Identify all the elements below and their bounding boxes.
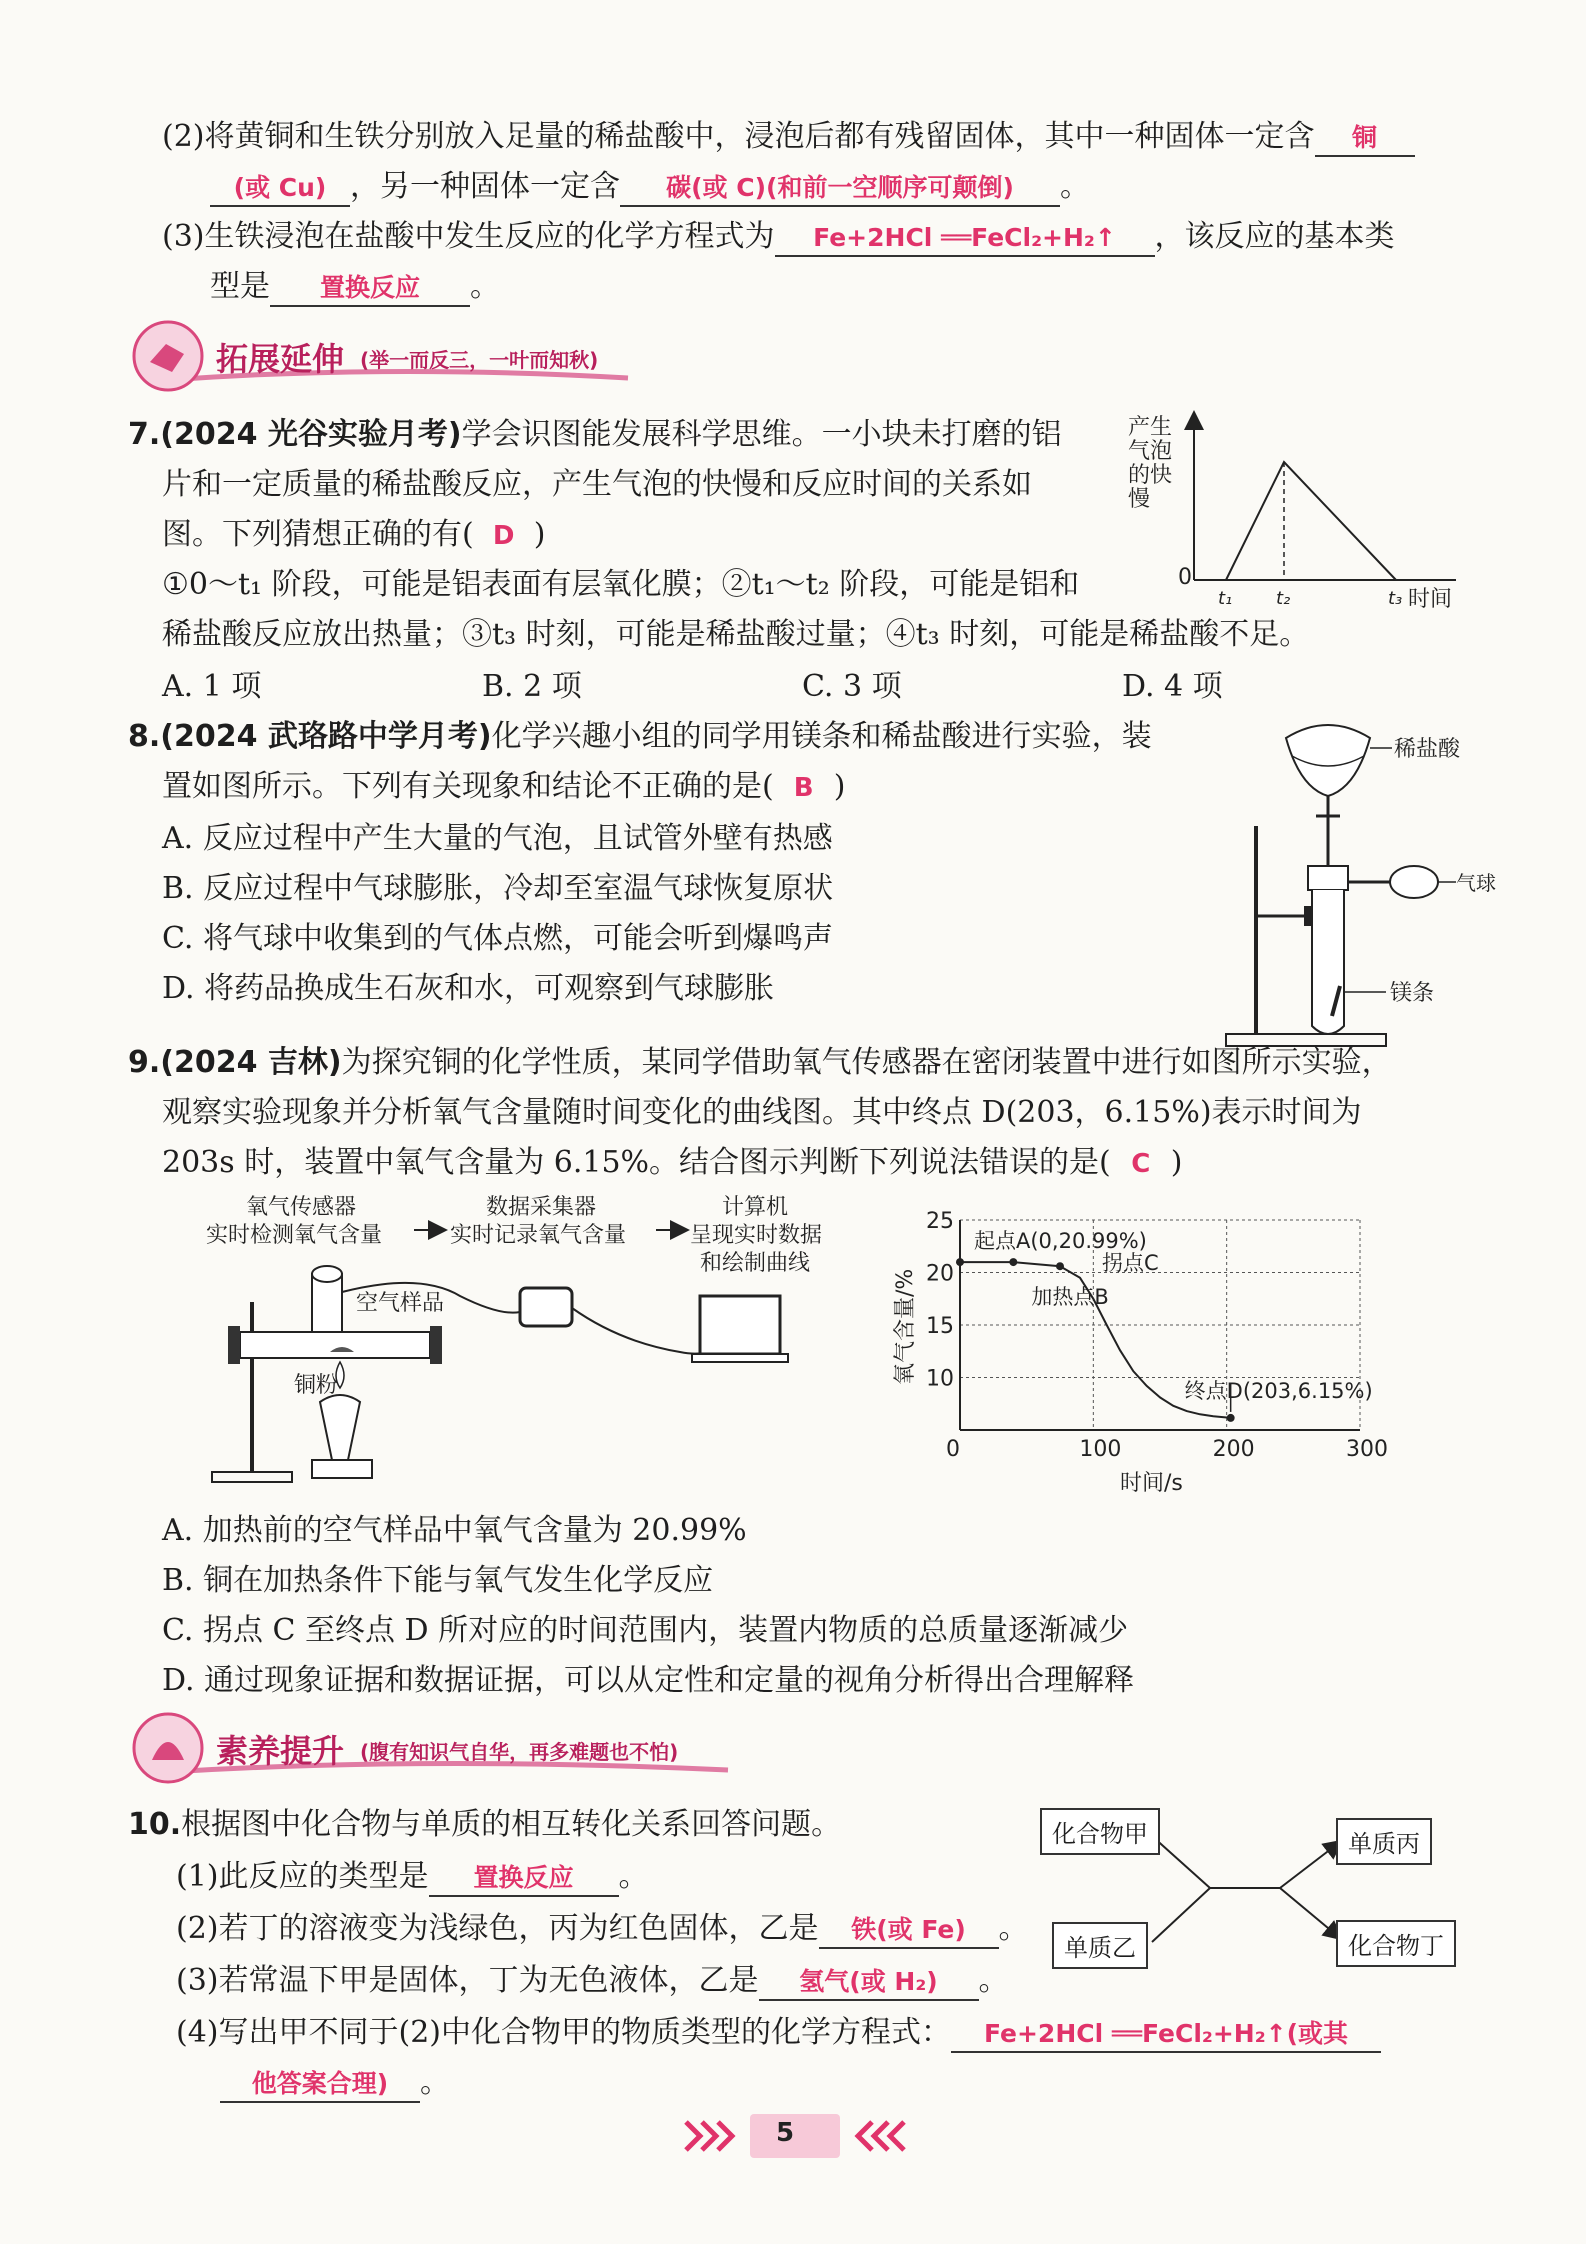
- graph-ylabel-4: 慢: [1128, 487, 1151, 512]
- q9-oxygen-chart: [870, 1188, 1430, 1498]
- question-number: 9.: [128, 1045, 161, 1080]
- q9-option-b: B. 铜在加热条件下能与氧气发生化学反应: [162, 1563, 714, 1598]
- q9-answer: C: [1131, 1149, 1151, 1179]
- question-source: (2024 吉林): [160, 1045, 342, 1080]
- q8-option-c: C. 将气球中收集到的气体点燃，可能会听到爆鸣声: [162, 921, 833, 956]
- q8-option-a: A. 反应过程中产生大量的气泡，且试管外壁有热感: [162, 821, 833, 856]
- x-tick-label: 300: [1346, 1437, 1388, 1462]
- flow-step3-title: 计算机: [722, 1195, 789, 1220]
- q8-apparatus-figure: [1196, 716, 1496, 1056]
- graph-ylabel-3: 的快: [1128, 463, 1173, 488]
- banner-subtitle: (举一而反三，一叶而知秋): [360, 348, 599, 372]
- q7-line1: 7.(2024 光谷实验月考)学会识图能发展科学思维。一小块未打磨的铝: [128, 417, 1062, 452]
- data-point: [956, 1258, 964, 1266]
- flow-step3-desc1: 呈现实时数据: [690, 1223, 823, 1248]
- q6-answer-blank-1b: (或 Cu): [210, 171, 350, 207]
- chart-ylabel: 氧气含量/%: [893, 1268, 918, 1385]
- x-tick-label: 200: [1212, 1437, 1255, 1462]
- q7-rate-graph: [1126, 410, 1466, 610]
- q8-option-b: B. 反应过程中气球膨胀，冷却至室温气球恢复原状: [162, 871, 834, 906]
- q7-option-c: C. 3 项: [802, 669, 902, 704]
- data-point: [1227, 1414, 1235, 1422]
- q7-option-a: A. 1 项: [162, 669, 262, 704]
- question-number: 8.: [128, 719, 161, 754]
- graph-t1: t₁: [1218, 588, 1233, 609]
- q7-line5: 稀盐酸反应放出热量；③t₃ 时刻，可能是稀盐酸过量；④t₃ 时刻，可能是稀盐酸不足。: [162, 617, 1310, 652]
- q10-part4-line1: (4)写出甲不同于(2)中化合物甲的物质类型的化学方程式： Fe+2HCl ══FeCl₂+H₂↑(或其: [176, 2010, 1381, 2056]
- q10-part3: (3)若常温下甲是固体，丁为无色液体，乙是 氢气(或 H₂) 。: [176, 1958, 1009, 2004]
- graph-t3: t₃: [1388, 588, 1403, 609]
- glass-tube: [240, 1332, 430, 1358]
- q6-part3-line2: 型是 置换反应 。: [210, 264, 500, 310]
- y-tick-label: 10: [926, 1366, 954, 1392]
- graph-t2: t₂: [1276, 588, 1291, 609]
- banner-title: 拓展延伸: [216, 340, 345, 378]
- q8-answer: B: [793, 773, 814, 803]
- q9-line1: 9.(2024 吉林)为探究铜的化学性质，某同学借助氧气传感器在密闭装置中进行如图所示实验，: [128, 1045, 1392, 1080]
- question-number: 7.: [128, 417, 161, 452]
- q8-line1: 8.(2024 武珞路中学月考)化学兴趣小组的同学用镁条和稀盐酸进行实验，装: [128, 719, 1152, 754]
- q10-part2: (2)若丁的溶液变为浅绿色，丙为红色固体，乙是 铁(或 Fe) 。: [176, 1906, 1029, 1952]
- q6-answer-blank-4: 置换反应: [270, 271, 470, 307]
- balloon: [1390, 866, 1438, 898]
- q7-option-d: D. 4 项: [1122, 669, 1223, 704]
- q10-answer-4b: 他答案合理): [220, 2067, 420, 2103]
- chart-points: [956, 1229, 1373, 1422]
- q8-line2: 置如图所示。下列有关现象和结论不正确的是( B ): [162, 764, 845, 811]
- question-number: 10.: [128, 1807, 182, 1842]
- q8-option-d: D. 将药品换成生石灰和水，可观察到气球膨胀: [162, 971, 775, 1006]
- page-number: 5: [776, 2118, 795, 2148]
- data-point: [1009, 1258, 1017, 1266]
- question-source: (2024 光谷实验月考): [160, 417, 462, 452]
- q6-answer-blank-2: 碳(或 C)(和前一空顺序可颠倒): [620, 171, 1060, 207]
- flow-step2-desc: 实时记录氧气含量: [450, 1223, 627, 1248]
- label-mg-ribbon: 镁条: [1390, 981, 1435, 1006]
- q7-option-b: B. 2 项: [482, 669, 582, 704]
- label-air-sample-visible: 空气样品: [356, 1291, 445, 1316]
- label-copper-powder: 铜粉: [294, 1373, 339, 1398]
- q7-line4: ①0～t₁ 阶段，可能是铝表面有层氧化膜；②t₁～t₂ 阶段，可能是铝和: [162, 567, 1080, 602]
- q10-answer-4a: Fe+2HCl ══FeCl₂+H₂↑(或其: [951, 2017, 1381, 2053]
- section-banner-extension: [128, 318, 648, 398]
- q7-line3: 图。下列猜想正确的有( D ): [162, 512, 545, 559]
- graph-ylabel-1: 产生: [1128, 415, 1173, 440]
- y-tick-label: 15: [926, 1314, 954, 1339]
- point-label: 起点A(0,20.99%): [974, 1229, 1147, 1254]
- x-tick-label: 100: [1079, 1437, 1122, 1462]
- test-tube: [1312, 890, 1344, 1034]
- flow-step1-desc: 实时检测氧气含量: [206, 1223, 383, 1248]
- q9-option-a: A. 加热前的空气样品中氧气含量为 20.99%: [162, 1513, 747, 1548]
- q10-part4-line2: 他答案合理) 。: [220, 2060, 450, 2106]
- q9-option-d: D. 通过现象证据和数据证据，可以从定性和定量的视角分析得出合理解释: [162, 1663, 1135, 1698]
- y-tick-label: 25: [926, 1209, 954, 1234]
- q6-part2-line1: (2)将黄铜和生铁分别放入足量的稀盐酸中，浸泡后都有残留固体，其中一种固体一定含 铜: [162, 114, 1415, 160]
- rate-curve: [1226, 462, 1396, 580]
- q6-answer-blank-3: Fe+2HCl ══FeCl₂+H₂↑: [775, 221, 1155, 257]
- graph-origin: 0: [1178, 565, 1192, 590]
- q6-answer-blank-1a: 铜: [1315, 121, 1415, 157]
- label-dilute-hcl: 稀盐酸: [1394, 737, 1461, 762]
- q10-answer-1: 置换反应: [429, 1861, 619, 1897]
- section-banner-literacy: [128, 1710, 748, 1790]
- point-label: 终点D(203,6.15%): [1184, 1378, 1373, 1403]
- label-balloon: 气球: [1456, 871, 1496, 895]
- separatory-funnel: [1286, 725, 1370, 796]
- q9-experiment-figure: [200, 1192, 840, 1492]
- flow-step3-desc2: 和绘制曲线: [700, 1251, 811, 1276]
- q6-part3-line1: (3)生铁浸泡在盐酸中发生反应的化学方程式为 Fe+2HCl ══FeCl₂+H₂↑ ，该反应的基本类: [162, 214, 1395, 260]
- q10-answer-2: 铁(或 Fe): [819, 1913, 999, 1949]
- node-element-yi: 单质乙: [1052, 1922, 1148, 1969]
- computer-monitor: [700, 1296, 780, 1354]
- q10-answer-3: 氢气(或 H₂): [759, 1965, 979, 2001]
- graph-xlabel: 时间: [1408, 587, 1453, 612]
- flow-step1-title: 氧气传感器: [246, 1195, 357, 1220]
- banner-title: 素养提升: [216, 1732, 345, 1770]
- node-compound-jia: 化合物甲: [1040, 1808, 1160, 1855]
- q9-line2: 观察实验现象并分析氧气含量随时间变化的曲线图。其中终点 D(203，6.15%)表示时间为: [162, 1095, 1362, 1130]
- data-point: [1056, 1262, 1064, 1270]
- node-compound-ding: 化合物丁: [1336, 1920, 1456, 1967]
- q9-line3: 203s 时，装置中氧气含量为 6.15%。结合图示判断下列说法错误的是( C ): [162, 1140, 1182, 1187]
- node-element-bing: 单质丙: [1336, 1818, 1432, 1865]
- q9-option-c: C. 拐点 C 至终点 D 所对应的时间范围内，装置内物质的总质量逐渐减少: [162, 1613, 1129, 1648]
- y-tick-label: 20: [926, 1261, 954, 1287]
- point-label: 加热点B: [1031, 1285, 1109, 1310]
- point-label: 拐点C: [1102, 1251, 1159, 1276]
- alcohol-lamp: [320, 1395, 360, 1460]
- flow-step2-title: 数据采集器: [486, 1195, 597, 1220]
- x-tick-label: 0: [946, 1437, 960, 1462]
- q10-line0: 10.根据图中化合物与单质的相互转化关系回答问题。: [128, 1807, 842, 1842]
- graph-ylabel-2: 气泡: [1128, 439, 1173, 464]
- banner-subtitle: (腹有知识气自华，再多难题也不怕): [360, 1740, 679, 1764]
- q7-line2: 片和一定质量的稀盐酸反应，产生气泡的快慢和反应时间的关系如: [162, 467, 1032, 502]
- data-collector: [520, 1288, 572, 1326]
- question-source: (2024 武珞路中学月考): [160, 719, 492, 754]
- chart-xlabel: 时间/s: [1120, 1471, 1183, 1496]
- q10-part1: (1)此反应的类型是 置换反应 。: [176, 1854, 649, 1900]
- q6-part2-line2: (或 Cu) ，另一种固体一定含 碳(或 C)(和前一空顺序可颠倒) 。: [210, 164, 1090, 210]
- q7-answer: D: [492, 521, 515, 551]
- page-number-decoration-icon: [680, 2108, 910, 2164]
